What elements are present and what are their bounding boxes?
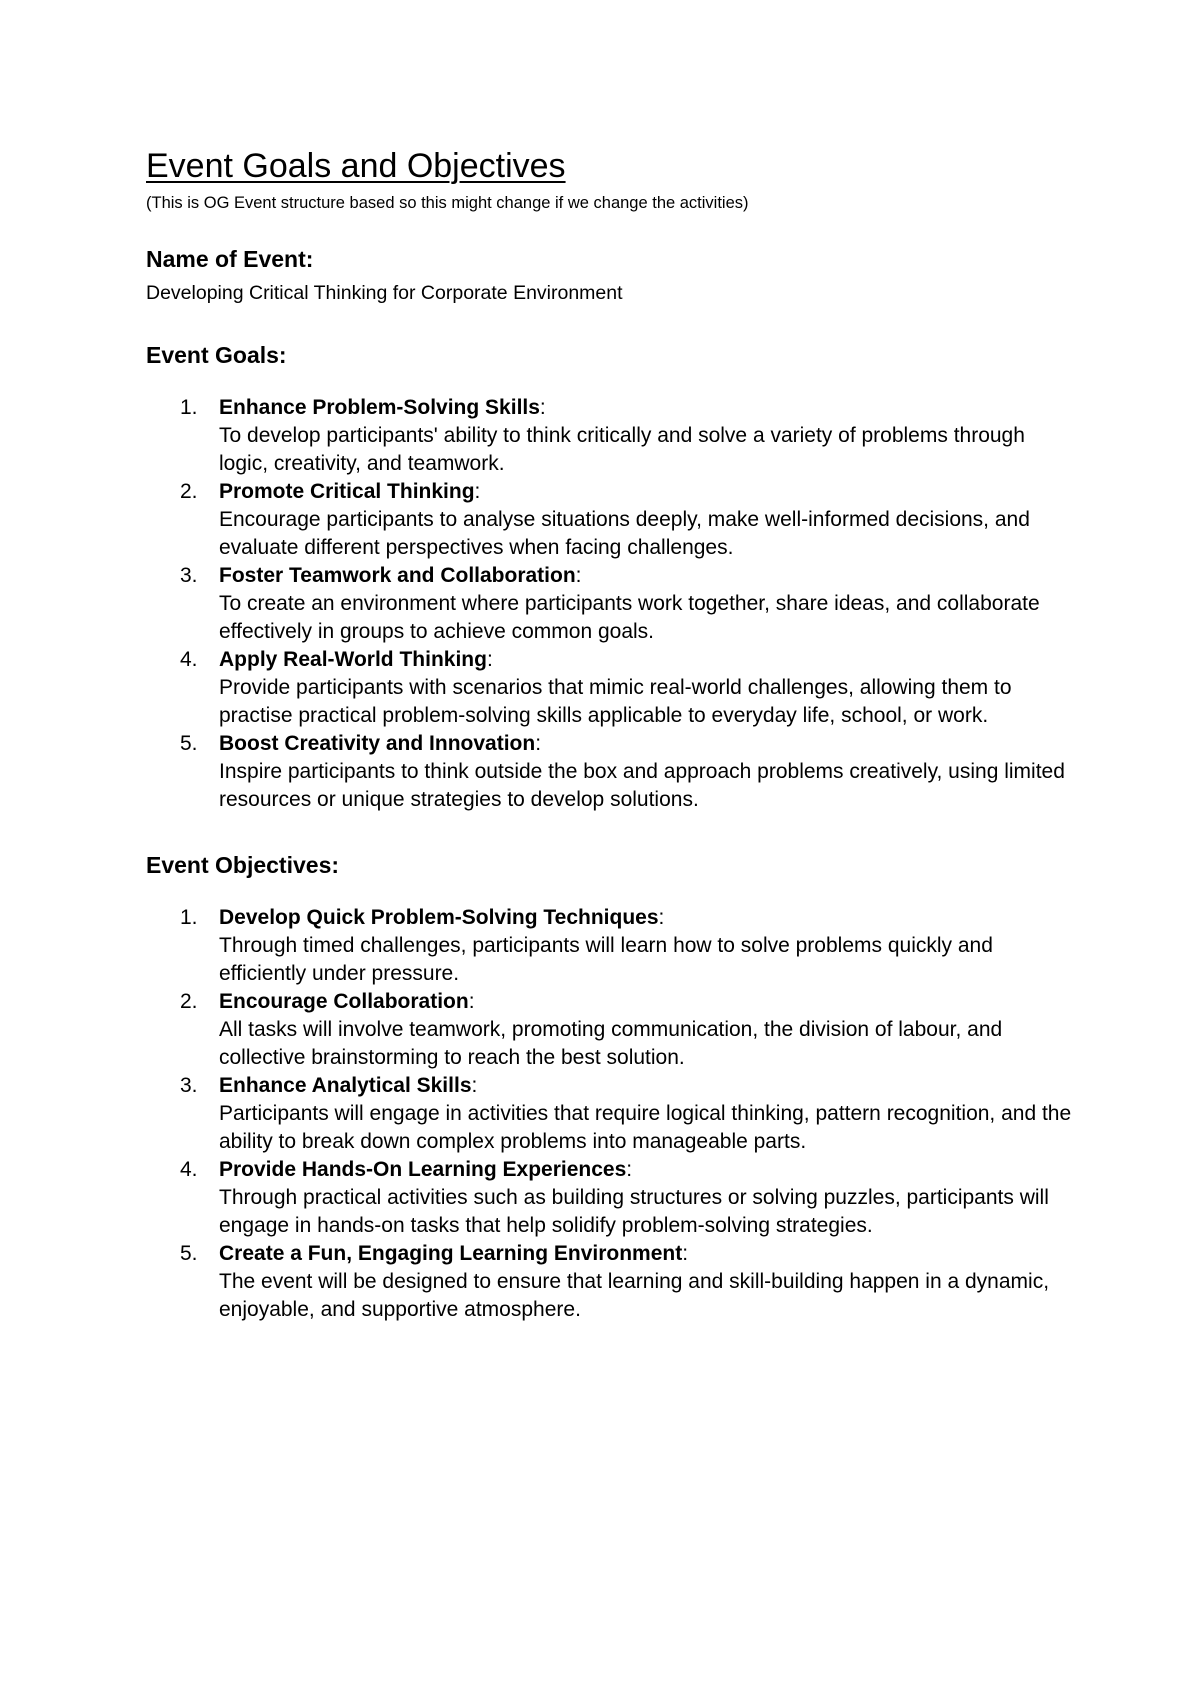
goal-number: 5. — [180, 732, 198, 755]
goal-description: To create an environment where participants work together, share ideas, and collaborate effectively in groups to achieve common goals. — [219, 592, 1040, 643]
objective-description: The event will be designed to ensure that learning and skill-building happen in a dynamic, enjoyable, and supportive atmosphere. — [219, 1270, 1050, 1321]
event-goals-list — [146, 394, 1076, 814]
objective-title: Enhance Analytical Skills — [219, 1074, 472, 1097]
goal-number: 4. — [180, 648, 198, 671]
goal-description: To develop participants' ability to think critically and solve a variety of problems through logic, creativity, and teamwork. — [219, 424, 1025, 475]
goal-number: 2. — [180, 480, 198, 503]
objective-number: 4. — [180, 1158, 198, 1181]
document-page — [146, 146, 1076, 1324]
objective-colon: : — [658, 906, 665, 929]
goal-title: Boost Creativity and Innovation — [219, 732, 536, 755]
objective-title: Develop Quick Problem-Solving Techniques — [219, 906, 659, 929]
objective-description: Through timed challenges, participants will learn how to solve problems quickly and efficiently under pressure. — [219, 934, 993, 985]
event-objectives-list — [146, 904, 1076, 1324]
goal-colon: : — [539, 396, 546, 419]
objective-colon: : — [471, 1074, 478, 1097]
objective-title: Provide Hands-On Learning Experiences — [219, 1158, 627, 1181]
objective-item — [146, 1240, 1076, 1324]
event-objectives-heading: Event Objectives: — [146, 852, 340, 878]
objective-description: Participants will engage in activities that require logical thinking, pattern recognition, and the ability to break down complex problems into manageable parts. — [219, 1102, 1072, 1153]
goal-description: Encourage participants to analyse situations deeply, make well-informed decisions, and evaluate different perspectives when facing challenges. — [219, 508, 1030, 559]
document-title: Event Goals and Objectives — [146, 147, 566, 185]
goal-number: 3. — [180, 564, 198, 587]
goal-item — [146, 394, 1076, 478]
goal-item — [146, 730, 1076, 814]
goal-title: Promote Critical Thinking — [219, 480, 475, 503]
name-of-event-heading: Name of Event: — [146, 246, 314, 272]
goal-title: Foster Teamwork and Collaboration — [219, 564, 576, 587]
objective-item — [146, 988, 1076, 1072]
goal-description: Provide participants with scenarios that mimic real-world challenges, allowing them to practise practical problem-solving skills applicable to everyday life, school, or work. — [219, 676, 1012, 727]
objective-number: 5. — [180, 1242, 198, 1265]
objective-description: Through practical activities such as building structures or solving puzzles, participants will engage in hands-on tasks that help solidify problem-solving strategies. — [219, 1186, 1049, 1237]
objective-item — [146, 1072, 1076, 1156]
event-goals-heading: Event Goals: — [146, 342, 287, 368]
objective-number: 1. — [180, 906, 198, 929]
objective-description: All tasks will involve teamwork, promoting communication, the division of labour, and collective brainstorming to reach the best solution. — [219, 1018, 1003, 1069]
document-subtitle: (This is OG Event structure based so this might change if we change the activities) — [146, 194, 749, 212]
objective-title: Create a Fun, Engaging Learning Environment — [219, 1242, 683, 1265]
event-name-value: Developing Critical Thinking for Corporate Environment — [146, 282, 623, 304]
goal-description: Inspire participants to think outside the box and approach problems creatively, using limited resources or unique strategies to develop solutions. — [219, 760, 1065, 811]
goal-colon: : — [486, 648, 493, 671]
goal-item — [146, 646, 1076, 730]
goal-colon: : — [474, 480, 481, 503]
objective-number: 2. — [180, 990, 198, 1013]
goal-colon: : — [575, 564, 582, 587]
objective-title: Encourage Collaboration — [219, 990, 469, 1013]
goal-item — [146, 478, 1076, 562]
goal-item — [146, 562, 1076, 646]
goal-title: Apply Real-World Thinking — [219, 648, 487, 671]
objective-item — [146, 904, 1076, 988]
goal-number: 1. — [180, 396, 198, 419]
objective-number: 3. — [180, 1074, 198, 1097]
goal-colon: : — [535, 732, 542, 755]
objective-item — [146, 1156, 1076, 1240]
objective-colon: : — [626, 1158, 633, 1181]
goal-title: Enhance Problem-Solving Skills — [219, 396, 540, 419]
objective-colon: : — [682, 1242, 689, 1265]
objective-colon: : — [468, 990, 475, 1013]
